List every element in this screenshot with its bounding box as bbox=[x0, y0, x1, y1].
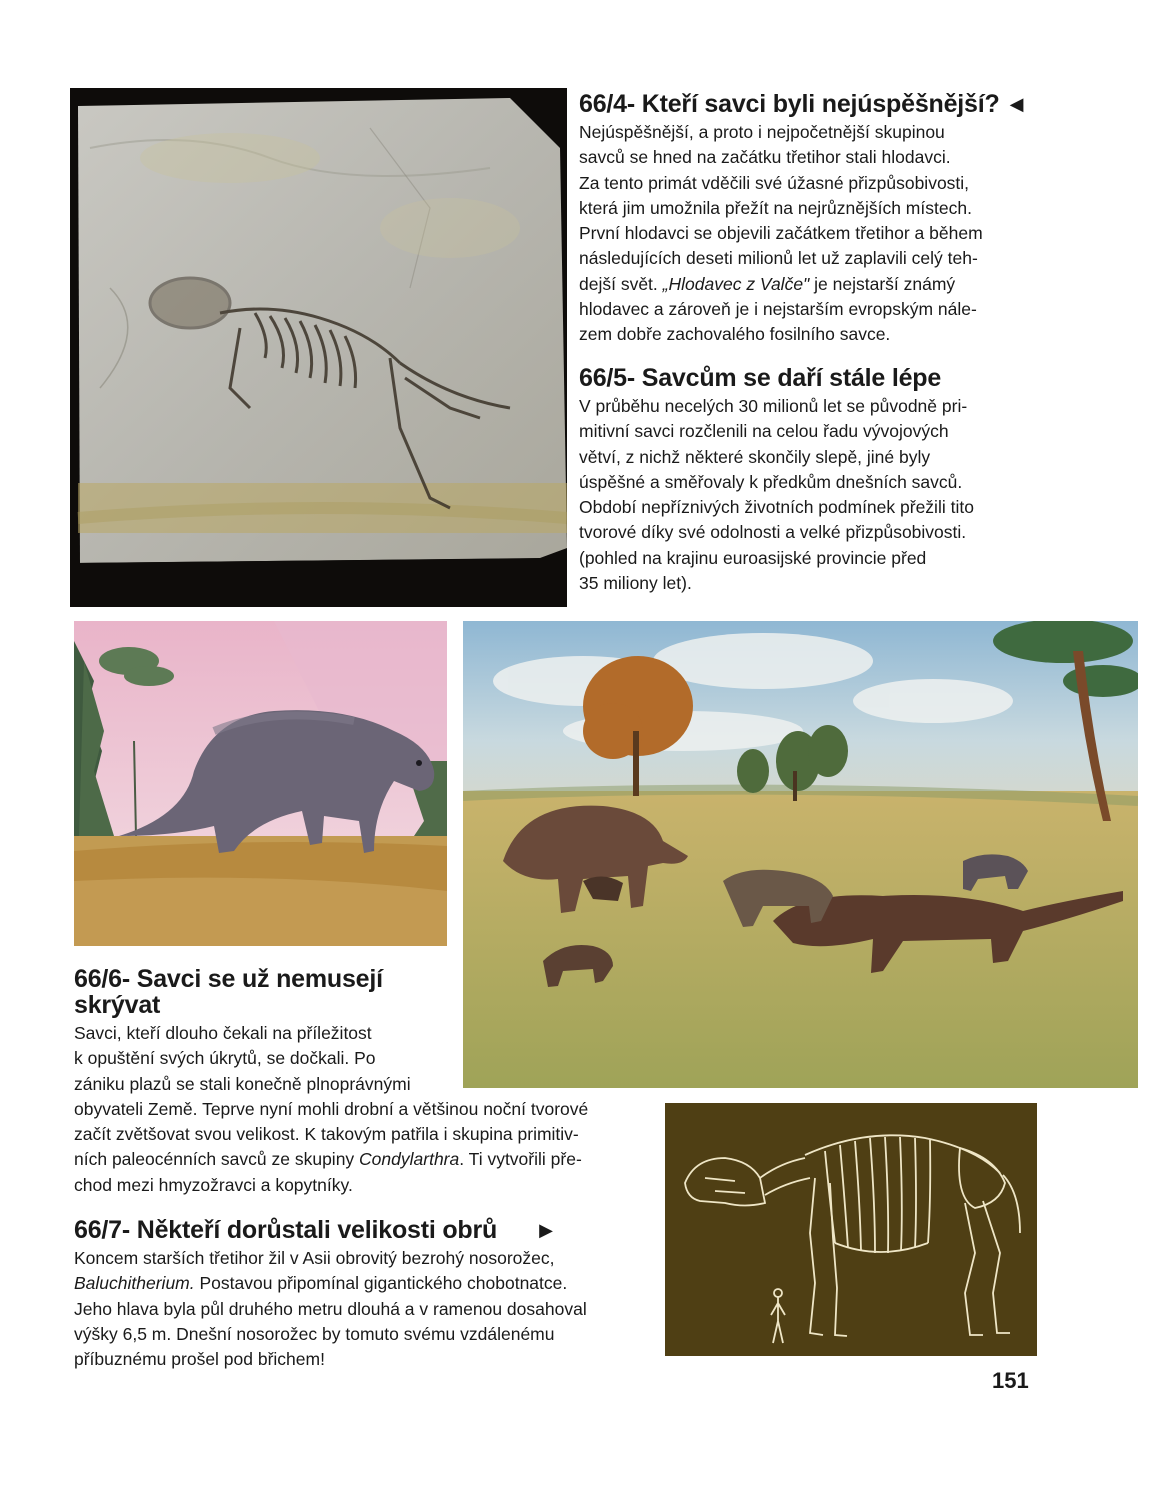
section-66-7 bbox=[74, 1217, 659, 1372]
section-66-4-heading: 66/4- Kteří savci byli nejúspěšnější? ◀ bbox=[579, 90, 1024, 118]
baluchitherium-skeleton-image bbox=[665, 1103, 1037, 1356]
section-66-4 bbox=[579, 91, 1049, 348]
primitive-mammal-illustration bbox=[74, 621, 447, 946]
primitive-mammal-painting bbox=[74, 621, 447, 946]
rodent-name-italic: „Hlodavec z Valče" bbox=[662, 273, 810, 294]
section-66-7-heading: 66/7- Někteří dorůstali velikosti obrů ▶ bbox=[74, 1216, 553, 1244]
section-66-4-text: Nejúspěšnější, a proto i nejpočetnější skupinou savců se hned na začátku třetihor stali hlodavci. Za tento primát vděčili své úžasné přizpůsobivosti, která jim umožnila přežít na nejrůznějších místech. První hlodavci se objevili začátkem třetihor a během následujících deseti milionů let už zaplavili celý teh- dejší svět. „Hlodavec z Valče" je nejstarší známý hlodavec a zároveň je i nejstarším evropským nále- zem dobře zachovalého fosilního savce. bbox=[579, 122, 983, 345]
section-66-5-heading: 66/5- Savcům se daří stále lépe bbox=[579, 364, 942, 392]
section-66-7-text: Koncem starších třetihor žil v Asii obrovitý bezrohý nosorožec, Baluchitherium. Postavou připomínal gigantického chobotnatce. Jeho hlava byla půl druhého metru dlouhá a v ramenou dosahoval výšky 6,5 m. Dnešní nosorožec by tomuto svému vzdálenému příbuznému prošel pod břichem! bbox=[74, 1248, 587, 1370]
section-66-6-text: Savci, kteří dlouho čekali na příležitost k opuštění svých úkrytů, se dočkali. Po zániku plazů se stali konečně plnoprávnými obyvateli Země. Teprve nyní mohli drobní a většinou noční tvorové začít zvětšovat svou velikost. K takovým patřila i skupina primitiv- ních paleocénních savců ze skupiny Condylarthra. Ti vytvořili pře- chod mezi hmyzožravci a kopytníky. bbox=[74, 1023, 589, 1195]
condylarthra-italic: Condylarthra bbox=[359, 1149, 460, 1170]
section-66-5-text: V průběhu necelých 30 milionů let se původně pri- mitivní savci rozčlenili na celou řadu vývojových větví, z nichž některé skončily slepě, jiné byly úspěšné a směřovaly k předkům dnešních savců. Období nepříznivých životních podmínek přežili tito tvorové díky své odolnosti a velké přizpůsobivosti. (pohled na krajinu euroasijské provincie před 35 miliony let). bbox=[579, 396, 974, 594]
baluchitherium-italic: Baluchitherium. bbox=[74, 1273, 195, 1294]
fossil-rodent-image bbox=[70, 88, 567, 607]
section-66-5 bbox=[579, 365, 1049, 596]
baluchitherium-skeleton-illustration bbox=[665, 1103, 1037, 1356]
triangle-right-icon: ▶ bbox=[539, 1220, 553, 1240]
fossil-rodent-illustration bbox=[70, 88, 567, 607]
section-66-6 bbox=[74, 966, 664, 1198]
triangle-left-icon: ◀ bbox=[1009, 94, 1024, 114]
section-66-6-heading: 66/6- Savci se už nemusejí skrývat bbox=[74, 965, 383, 1019]
page-number: 151 bbox=[992, 1368, 1029, 1393]
